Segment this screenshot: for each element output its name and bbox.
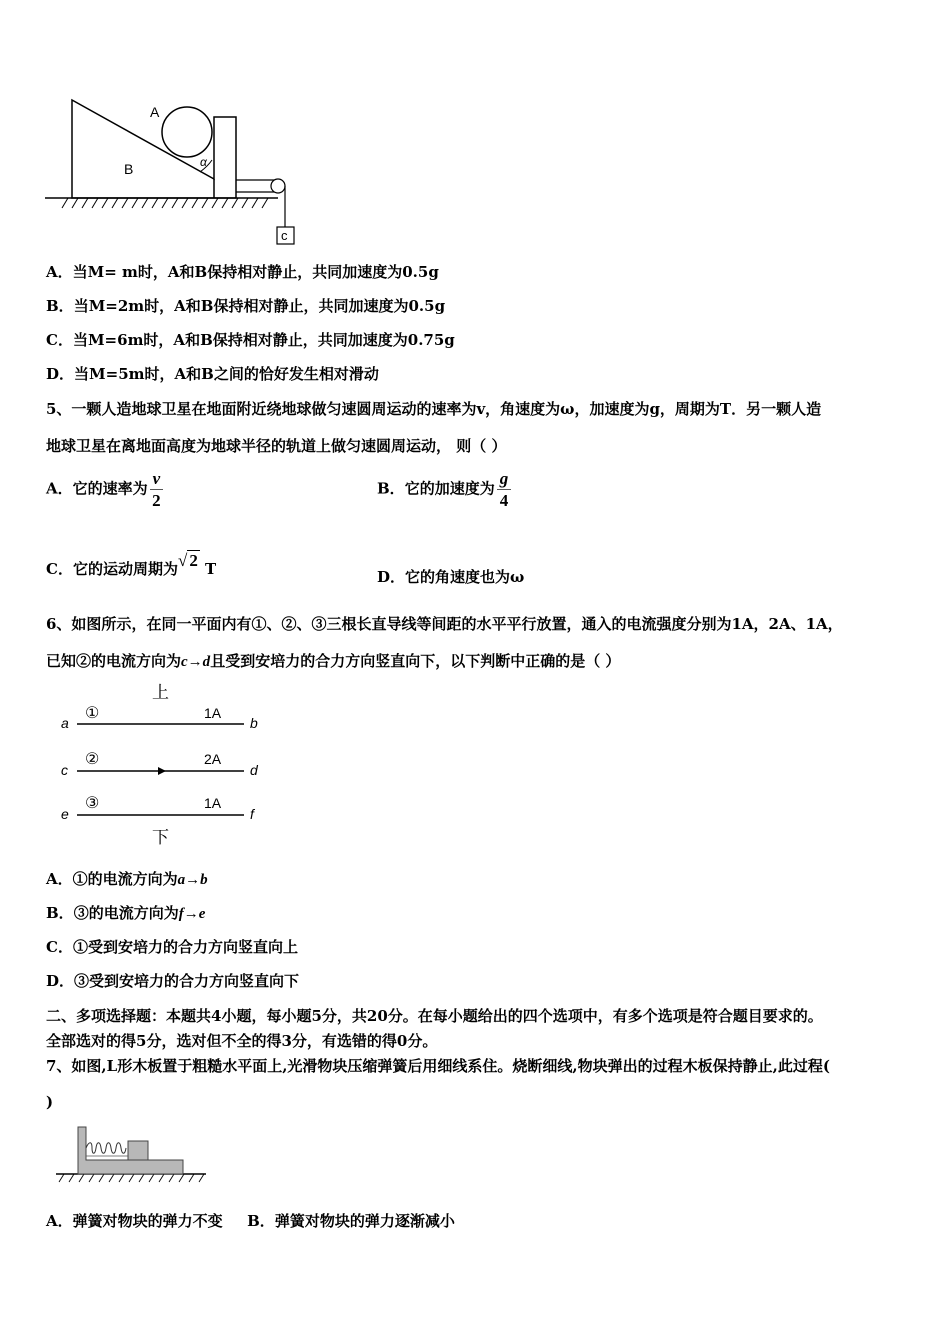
q6-figure (52, 680, 282, 850)
q6-option-c: C．①受到安培力的合力方向竖直向上 (46, 938, 298, 956)
q5-option-b-fraction: $\frac{g}{4}$ (497, 470, 512, 509)
q6-wire2-current: 2A (204, 751, 222, 767)
q7-options (46, 1210, 455, 1231)
q6-wire1-num: ① (85, 705, 100, 722)
section2-line1: 二、多项选择题：本题共4小题，每小题5分，共20分。在每小题给出的四个选项中，有多个选项是符合题目要求的。 (46, 1007, 823, 1025)
q6-wire1-left: a (61, 715, 69, 731)
q7-option-a: A．弹簧对物块的弹力不变 (46, 1212, 223, 1230)
q5-stem-line2: 地球卫星在离地面高度为地球半径的轨道上做匀速圆周运动， 则（ ） (46, 437, 507, 455)
q5-option-d: D．它的角速度也为ω (377, 568, 525, 586)
q7-stem-line1: 7、如图,L形木板置于粗糙水平面上,光滑物块压缩弹簧后用细线系住。烧断细线,物块弹出的过程木板保持静止,此过程( (46, 1057, 830, 1075)
q6-wire3-num: ③ (85, 795, 100, 812)
q4-option-b: B．当M=2m时，A和B保持相对静止，共同加速度为0.5g (46, 297, 446, 315)
q5-option-b: B．它的加速度为 $\frac{g}{4}$ (377, 470, 511, 509)
q4-option-d: D．当M=5m时，A和B之间的恰好发生相对滑动 (46, 365, 379, 383)
q6-wire3-left: e (61, 806, 69, 822)
q6-wire2-left: c (61, 762, 68, 778)
q6-label-top: 上 (152, 683, 169, 702)
q6-stem-line2: 已知②的电流方向为c→d且受到安培力的合力方向竖直向下，以下判断中正确的是（ ） (46, 652, 621, 670)
q4-label-b: B (124, 161, 134, 177)
q5-option-c-sqrt: √ 2 (177, 551, 198, 570)
q5-option-a: A．它的速率为 $\frac{v}{2}$ (46, 470, 163, 509)
q6-option-d: D．③受到安培力的合力方向竖直向下 (46, 972, 300, 990)
q4-label-alpha: α (200, 155, 207, 169)
q6-wire2-right: d (250, 762, 258, 778)
q6-wire1-right: b (250, 715, 258, 731)
q5-option-c: C．它的运动周期为√ 2 T (46, 551, 217, 578)
q6-stem-line1: 6、如图所示，在同一平面内有①、②、③三根长直导线等间距的水平平行放置，通入的电流强度分别为1A，2A、1A， (46, 615, 843, 633)
q4-option-a: A．当M= m时，A和B保持相对静止，共同加速度为0.5g (46, 263, 439, 281)
q6-option-a: A．①的电流方向为a→b (46, 870, 208, 888)
q7-stem-line2: ) (46, 1093, 54, 1111)
q7-figure (56, 1122, 216, 1184)
q6-label-bottom: 下 (152, 828, 169, 847)
q4-label-a: A (150, 104, 160, 120)
q4-label-c: c (281, 228, 288, 243)
q4-figure (40, 92, 310, 252)
q6-wire1-current: 1A (204, 705, 222, 721)
q6-option-b: B．③的电流方向为f→e (46, 904, 206, 922)
q6-wire2-num: ② (85, 751, 100, 768)
q4-option-c: C．当M=6m时，A和B保持相对静止，共同加速度为0.75g (46, 331, 455, 349)
q7-option-b: B．弹簧对物块的弹力逐渐减小 (247, 1212, 455, 1230)
q5-stem-line1: 5、一颗人造地球卫星在地面附近绕地球做匀速圆周运动的速率为v，角速度为ω，加速度为g，周期为T．另一颗人造 (46, 400, 822, 418)
section2-line2: 全部选对的得5分，选对但不全的得3分，有选错的得0分。 (46, 1032, 438, 1050)
q6-wire3-right: f (250, 806, 254, 822)
q6-wire3-current: 1A (204, 795, 222, 811)
q5-option-a-fraction: $\frac{v}{2}$ (150, 470, 164, 509)
